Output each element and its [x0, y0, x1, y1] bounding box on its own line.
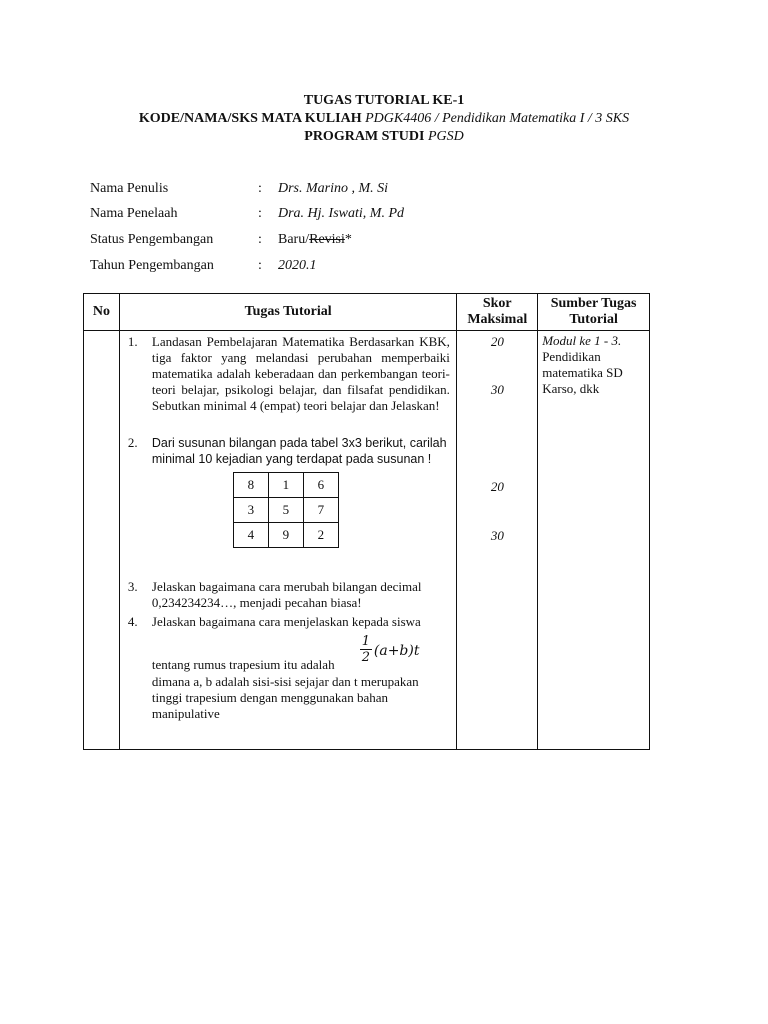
course-value: PDGK4406 / Pendidikan Matematika I / 3 SKS — [365, 111, 630, 126]
formula-denominator: 2 — [361, 650, 371, 665]
header-source-line2: Tutorial — [569, 312, 618, 327]
cell-scores — [457, 331, 538, 750]
status-star: * — [344, 232, 352, 247]
grid-cell: 7 — [303, 498, 338, 523]
status-colon: : — [258, 232, 262, 247]
number-grid — [233, 472, 339, 548]
penelaah-colon: : — [258, 206, 262, 221]
task-1-number: 1. — [127, 334, 138, 349]
cell-source — [538, 331, 650, 750]
score-value: 20 — [490, 334, 504, 349]
header-no: No — [84, 294, 120, 331]
formula-expression: (a+b)t — [373, 643, 420, 659]
task-4 — [128, 614, 450, 630]
task-2-text: Dari susunan bilangan pada tabel 3x3 berikut, carilah minimal 10 kejadian yang terdapat pada susunan ! — [151, 436, 447, 466]
status-value — [278, 232, 352, 248]
task-list — [120, 331, 456, 749]
doc-title: TUGAS TUTORIAL KE-1 — [303, 93, 465, 108]
header-source — [538, 294, 650, 331]
tutorial-table — [83, 293, 650, 750]
table-header-row — [84, 294, 650, 331]
task-3 — [128, 579, 450, 611]
grid-cell: 8 — [233, 473, 268, 498]
status-revisi: Revisi — [309, 232, 345, 247]
task-4-rest: dimana a, b adalah sisi-sisi sejajar dan t merupakan tinggi trapesium dengan menggunakan bahan manipulative — [151, 674, 419, 721]
course-line — [0, 110, 768, 128]
tahun-colon: : — [258, 258, 262, 273]
formula-fraction — [360, 634, 372, 665]
score-value: 30 — [490, 528, 504, 543]
score-value: 30 — [490, 382, 504, 397]
task-3-text: Jelaskan bagaimana cara merubah bilangan decimal 0,234234234…, menjadi pecahan biasa! — [151, 579, 422, 610]
source-text — [538, 331, 649, 399]
score-list — [457, 331, 537, 749]
tahun-value: 2020.1 — [278, 258, 317, 273]
cell-tasks — [119, 331, 456, 750]
header-source-line1: Sumber Tugas — [550, 296, 637, 311]
table-row — [84, 331, 650, 750]
task-1-text: Landasan Pembelajaran Matematika Berdasarkan KBK, tiga faktor yang melandasi perubahan memperbaiki matematika adalah keberadaan dan perkembangan teori-teori belajar, psikologi belajar, dan filsafat pendidikan. Sebutkan minimal 4 (empat) teori belajar dan Jelaskan! — [151, 334, 450, 413]
task-1 — [128, 334, 450, 414]
task-4-number: 4. — [127, 614, 138, 629]
cell-no — [84, 331, 120, 750]
grid-row — [233, 473, 338, 498]
penulis-colon: : — [258, 181, 262, 196]
task-4-line1: Jelaskan bagaimana cara menjelaskan kepada siswa — [151, 614, 421, 629]
header-task: Tugas Tutorial — [119, 294, 456, 331]
grid-cell: 3 — [233, 498, 268, 523]
program-label: PROGRAM STUDI — [304, 129, 428, 144]
course-label: KODE/NAMA/SKS MATA KULIAH — [138, 111, 366, 126]
header-score — [457, 294, 538, 331]
header-score-line2: Maksimal — [467, 312, 528, 327]
grid-row — [233, 523, 338, 548]
status-label: Status Pengembangan — [90, 232, 214, 247]
program-line — [0, 128, 768, 146]
penelaah-label: Nama Penelaah — [90, 206, 178, 221]
score-value: 20 — [490, 479, 504, 494]
penulis-label: Nama Penulis — [90, 181, 169, 196]
grid-row — [233, 498, 338, 523]
grid-cell: 1 — [268, 473, 303, 498]
task-4-line2: tentang rumus trapesium itu adalah — [151, 657, 335, 672]
grid-cell: 6 — [303, 473, 338, 498]
formula-numerator: 1 — [361, 634, 371, 649]
source-module: Modul ke 1 - 3. — [542, 333, 622, 348]
grid-cell: 2 — [303, 523, 338, 548]
penelaah-value: Dra. Hj. Iswati, M. Pd — [278, 206, 404, 221]
grid-cell: 4 — [233, 523, 268, 548]
grid-cell: 9 — [268, 523, 303, 548]
status-baru: Baru/ — [278, 232, 310, 247]
task-2-number: 2. — [127, 435, 138, 450]
task-2 — [128, 435, 450, 467]
program-value: PGSD — [427, 129, 464, 144]
grid-cell: 5 — [268, 498, 303, 523]
task-3-number: 3. — [127, 579, 138, 594]
header-score-line1: Skor — [482, 296, 512, 311]
tahun-label: Tahun Pengembangan — [90, 258, 214, 273]
penulis-value: Drs. Marino , M. Si — [278, 181, 389, 196]
source-book: Pendidikan matematika SD Karso, dkk — [542, 349, 623, 396]
